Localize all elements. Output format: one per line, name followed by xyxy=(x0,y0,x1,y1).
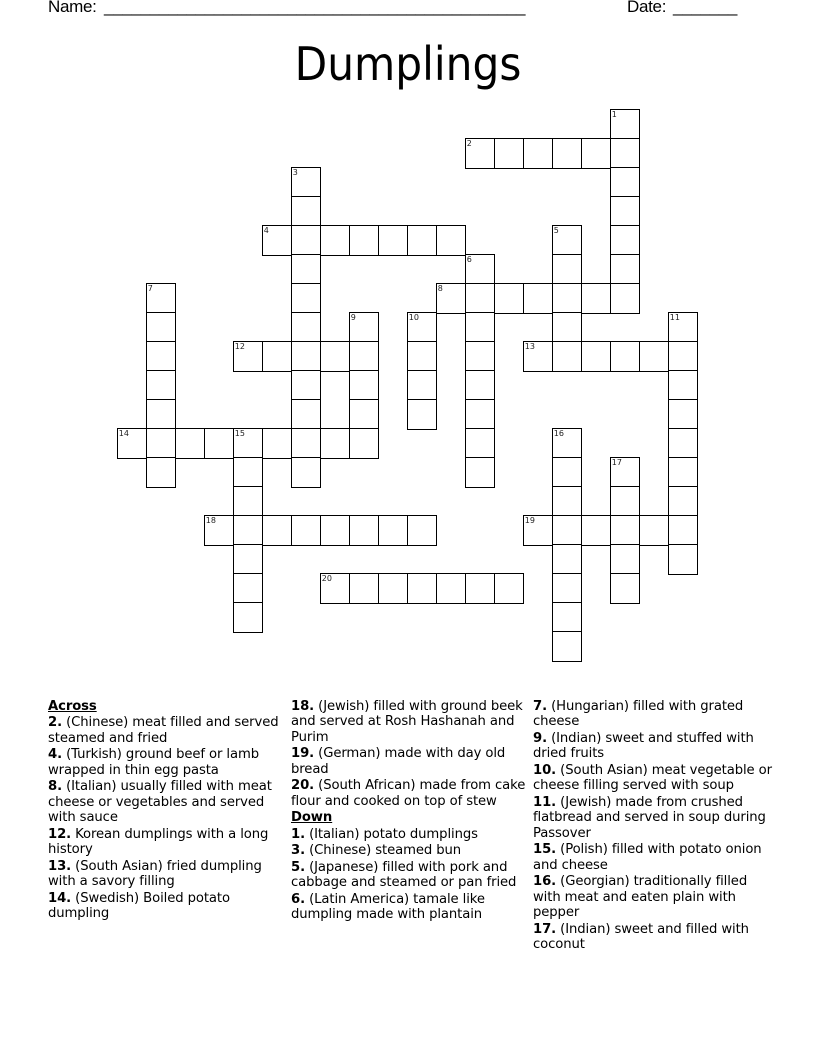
grid-cell[interactable] xyxy=(204,515,235,546)
grid-cell[interactable] xyxy=(552,602,583,633)
crossword-grid xyxy=(118,110,698,690)
grid-cell[interactable] xyxy=(465,399,496,430)
clue-text: (Polish) filled with potato onion and cheese xyxy=(533,842,762,873)
clue-text: (Japanese) filled with pork and cabbage and steamed or pan fried xyxy=(291,860,517,891)
clue-down-9 xyxy=(533,731,773,762)
grid-cell[interactable] xyxy=(146,283,177,314)
clue-number: 17. xyxy=(533,921,557,937)
grid-cell[interactable] xyxy=(523,283,554,314)
grid-cell[interactable] xyxy=(668,399,699,430)
date-field[interactable]: _______ xyxy=(673,0,738,16)
grid-cell[interactable] xyxy=(320,428,351,459)
cell-number: 20 xyxy=(321,574,332,584)
grid-cell[interactable] xyxy=(552,486,583,517)
clue-text: (Jewish) made from crushed flatbread and served in soup during Passover xyxy=(533,795,766,841)
grid-cell[interactable] xyxy=(407,573,438,604)
grid-cell[interactable] xyxy=(407,399,438,430)
cell-number: 8 xyxy=(437,284,443,294)
clue-across-18 xyxy=(291,699,527,745)
grid-cell[interactable] xyxy=(668,515,699,546)
clue-text: (Indian) sweet and stuffed with dried fruits xyxy=(533,731,754,762)
clues-column-2 xyxy=(291,699,527,924)
clues-column-1 xyxy=(48,699,280,923)
grid-cell[interactable] xyxy=(146,341,177,372)
clue-across-14 xyxy=(48,891,280,922)
grid-cell[interactable] xyxy=(581,341,612,372)
clue-across-19 xyxy=(291,746,527,777)
clue-down-17 xyxy=(533,922,773,953)
grid-cell[interactable] xyxy=(552,544,583,575)
grid-cell[interactable] xyxy=(465,457,496,488)
grid-cell[interactable] xyxy=(610,254,641,285)
clue-number: 18. xyxy=(291,699,315,714)
cell-number: 6 xyxy=(466,255,472,265)
grid-cell[interactable] xyxy=(436,283,467,314)
cell-number: 1 xyxy=(611,110,617,120)
clue-number: 16. xyxy=(533,874,557,890)
grid-cell[interactable] xyxy=(233,573,264,604)
grid-cell[interactable] xyxy=(610,457,641,488)
grid-cell[interactable] xyxy=(552,631,583,662)
clue-number: 1. xyxy=(291,826,305,842)
grid-cell[interactable] xyxy=(291,399,322,430)
clue-number: 4. xyxy=(48,747,62,763)
grid-cell[interactable] xyxy=(610,138,641,169)
grid-cell[interactable] xyxy=(291,341,322,372)
grid-cell[interactable] xyxy=(320,225,351,256)
worksheet-header xyxy=(48,0,748,19)
cell-number: 2 xyxy=(466,139,472,149)
grid-cell[interactable] xyxy=(668,544,699,575)
clue-down-5 xyxy=(291,860,527,891)
clue-text: (Italian) potato dumplings xyxy=(309,826,478,842)
grid-cell[interactable] xyxy=(436,225,467,256)
grid-cell[interactable] xyxy=(146,399,177,430)
date-label: Date: xyxy=(627,0,667,16)
grid-cell[interactable] xyxy=(523,341,554,372)
cell-number: 5 xyxy=(553,226,559,236)
across-heading: Across xyxy=(48,699,97,714)
grid-cell[interactable] xyxy=(552,225,583,256)
grid-cell[interactable] xyxy=(465,341,496,372)
grid-cell[interactable] xyxy=(349,370,380,401)
grid-cell[interactable] xyxy=(233,457,264,488)
clue-number: 2. xyxy=(48,715,62,731)
grid-cell[interactable] xyxy=(610,341,641,372)
grid-cell[interactable] xyxy=(523,138,554,169)
cell-number: 14 xyxy=(118,429,129,439)
clue-down-10 xyxy=(533,763,773,794)
grid-cell[interactable] xyxy=(552,428,583,459)
grid-cell[interactable] xyxy=(349,225,380,256)
grid-cell[interactable] xyxy=(291,225,322,256)
cell-number: 12 xyxy=(234,342,245,352)
down-heading: Down xyxy=(291,810,333,826)
clue-number: 11. xyxy=(533,795,557,810)
cell-number: 15 xyxy=(234,429,245,439)
clue-number: 14. xyxy=(48,890,72,906)
grid-cell[interactable] xyxy=(668,341,699,372)
clue-text: (Turkish) ground beef or lamb wrapped in thin egg pasta xyxy=(48,747,259,778)
clue-across-12 xyxy=(48,827,280,858)
grid-cell[interactable] xyxy=(610,225,641,256)
grid-cell[interactable] xyxy=(262,515,293,546)
grid-cell[interactable] xyxy=(610,109,641,140)
cell-number: 9 xyxy=(350,313,356,323)
clue-number: 8. xyxy=(48,779,62,795)
name-label: Name: xyxy=(48,0,97,16)
grid-cell[interactable] xyxy=(146,370,177,401)
clue-text: Korean dumplings with a long history xyxy=(48,826,269,858)
clue-across-20 xyxy=(291,778,527,809)
grid-cell[interactable] xyxy=(233,341,264,372)
grid-cell[interactable] xyxy=(378,573,409,604)
grid-cell[interactable] xyxy=(581,283,612,314)
clue-number: 12. xyxy=(48,826,72,842)
clue-across-2 xyxy=(48,715,280,746)
grid-cell[interactable] xyxy=(233,515,264,546)
grid-cell[interactable] xyxy=(349,312,380,343)
name-field[interactable]: ______________________________________________ xyxy=(104,0,526,16)
grid-cell[interactable] xyxy=(668,486,699,517)
grid-cell[interactable] xyxy=(291,167,322,198)
grid-cell[interactable] xyxy=(291,283,322,314)
clue-down-1 xyxy=(291,827,527,842)
grid-cell[interactable] xyxy=(262,341,293,372)
grid-cell[interactable] xyxy=(610,544,641,575)
clue-text: (Hungarian) filled with grated cheese xyxy=(533,699,744,730)
grid-cell[interactable] xyxy=(291,254,322,285)
grid-cell[interactable] xyxy=(233,544,264,575)
grid-cell[interactable] xyxy=(407,370,438,401)
grid-cell[interactable] xyxy=(378,515,409,546)
grid-cell[interactable] xyxy=(552,515,583,546)
grid-cell[interactable] xyxy=(291,196,322,227)
cell-number: 4 xyxy=(263,226,269,236)
clue-text: (South Asian) meat vegetable or cheese filling served with soup xyxy=(533,763,772,794)
grid-cell[interactable] xyxy=(465,254,496,285)
grid-cell[interactable] xyxy=(146,312,177,343)
grid-cell[interactable] xyxy=(349,399,380,430)
clue-text: (Chinese) meat filled and served steamed and fried xyxy=(48,715,279,746)
grid-cell[interactable] xyxy=(552,138,583,169)
grid-cell[interactable] xyxy=(465,573,496,604)
grid-cell[interactable] xyxy=(552,573,583,604)
clue-text: (Swedish) Boiled potato dumpling xyxy=(48,890,230,922)
grid-cell[interactable] xyxy=(291,515,322,546)
clue-number: 5. xyxy=(291,860,305,875)
clue-text: (South African) made from cake flour and cooked on top of stew xyxy=(291,778,526,809)
grid-cell[interactable] xyxy=(465,138,496,169)
grid-cell[interactable] xyxy=(320,515,351,546)
clue-across-4 xyxy=(48,747,280,778)
grid-cell[interactable] xyxy=(175,428,206,459)
cell-number: 11 xyxy=(669,313,680,323)
grid-cell[interactable] xyxy=(552,457,583,488)
clue-number: 19. xyxy=(291,746,315,762)
grid-cell[interactable] xyxy=(146,428,177,459)
grid-cell[interactable] xyxy=(668,457,699,488)
cell-number: 16 xyxy=(553,429,564,439)
clue-text: (German) made with day old bread xyxy=(291,746,506,777)
grid-cell[interactable] xyxy=(349,573,380,604)
cell-number: 10 xyxy=(408,313,419,323)
clue-across-8 xyxy=(48,779,280,825)
grid-cell[interactable] xyxy=(581,515,612,546)
grid-cell[interactable] xyxy=(262,225,293,256)
grid-cell[interactable] xyxy=(465,312,496,343)
clue-down-7 xyxy=(533,699,773,730)
grid-cell[interactable] xyxy=(204,428,235,459)
clue-down-11 xyxy=(533,795,773,841)
grid-cell[interactable] xyxy=(494,283,525,314)
grid-cell[interactable] xyxy=(407,341,438,372)
clue-number: 20. xyxy=(291,778,315,794)
grid-cell[interactable] xyxy=(639,341,670,372)
grid-cell[interactable] xyxy=(552,283,583,314)
clue-text: (Georgian) traditionally filled with meat and eaten plain with pepper xyxy=(533,874,748,921)
grid-cell[interactable] xyxy=(407,515,438,546)
grid-cell[interactable] xyxy=(639,515,670,546)
grid-cell[interactable] xyxy=(291,428,322,459)
grid-cell[interactable] xyxy=(581,138,612,169)
grid-cell[interactable] xyxy=(668,312,699,343)
grid-cell[interactable] xyxy=(320,573,351,604)
cell-number: 18 xyxy=(205,516,216,526)
clue-number: 9. xyxy=(533,731,547,746)
grid-cell[interactable] xyxy=(552,254,583,285)
clue-number: 10. xyxy=(533,763,557,778)
clue-number: 15. xyxy=(533,842,557,858)
grid-cell[interactable] xyxy=(610,196,641,227)
clue-across-13 xyxy=(48,859,280,890)
grid-cell[interactable] xyxy=(610,515,641,546)
grid-cell[interactable] xyxy=(465,370,496,401)
clue-down-6 xyxy=(291,892,527,923)
clue-down-16 xyxy=(533,874,773,920)
grid-cell[interactable] xyxy=(668,370,699,401)
clue-number: 13. xyxy=(48,858,72,874)
grid-cell[interactable] xyxy=(291,312,322,343)
clue-down-15 xyxy=(533,842,773,873)
grid-cell[interactable] xyxy=(117,428,148,459)
cell-number: 19 xyxy=(524,516,535,526)
clue-number: 6. xyxy=(291,892,305,907)
clue-number: 3. xyxy=(291,843,305,859)
cell-number: 3 xyxy=(292,168,298,178)
grid-cell[interactable] xyxy=(465,283,496,314)
clue-text: (Jewish) filled with ground beek and served at Rosh Hashanah and Purim xyxy=(291,699,523,745)
grid-cell[interactable] xyxy=(146,457,177,488)
grid-cell[interactable] xyxy=(552,312,583,343)
clue-text: (Indian) sweet and filled with coconut xyxy=(533,921,749,953)
grid-cell[interactable] xyxy=(233,602,264,633)
grid-cell[interactable] xyxy=(291,457,322,488)
grid-cell[interactable] xyxy=(320,341,351,372)
clue-number: 7. xyxy=(533,699,547,714)
grid-cell[interactable] xyxy=(349,341,380,372)
grid-cell[interactable] xyxy=(291,370,322,401)
grid-cell[interactable] xyxy=(465,428,496,459)
clue-down-3 xyxy=(291,843,527,858)
cell-number: 17 xyxy=(611,458,622,468)
clue-text: (Italian) usually filled with meat cheese or vegetables and served with sauce xyxy=(48,779,272,826)
clue-text: (Latin America) tamale like dumpling made with plantain xyxy=(291,892,485,923)
grid-cell[interactable] xyxy=(262,428,293,459)
clue-text: (South Asian) fried dumpling with a savory filling xyxy=(48,858,262,890)
page-title: Dumplings xyxy=(294,37,522,91)
grid-cell[interactable] xyxy=(407,312,438,343)
cell-number: 7 xyxy=(147,284,153,294)
grid-cell[interactable] xyxy=(610,573,641,604)
grid-cell[interactable] xyxy=(436,573,467,604)
grid-cell[interactable] xyxy=(233,486,264,517)
grid-cell[interactable] xyxy=(523,515,554,546)
grid-cell[interactable] xyxy=(494,138,525,169)
grid-cell[interactable] xyxy=(349,515,380,546)
grid-cell[interactable] xyxy=(233,428,264,459)
clues-column-3 xyxy=(533,699,773,954)
clue-text: (Chinese) steamed bun xyxy=(309,843,462,859)
grid-cell[interactable] xyxy=(494,573,525,604)
cell-number: 13 xyxy=(524,342,535,352)
grid-cell[interactable] xyxy=(407,225,438,256)
grid-cell[interactable] xyxy=(610,167,641,198)
grid-cell[interactable] xyxy=(552,341,583,372)
grid-cell[interactable] xyxy=(378,225,409,256)
grid-cell[interactable] xyxy=(349,428,380,459)
grid-cell[interactable] xyxy=(668,428,699,459)
grid-cell[interactable] xyxy=(610,283,641,314)
grid-cell[interactable] xyxy=(610,486,641,517)
